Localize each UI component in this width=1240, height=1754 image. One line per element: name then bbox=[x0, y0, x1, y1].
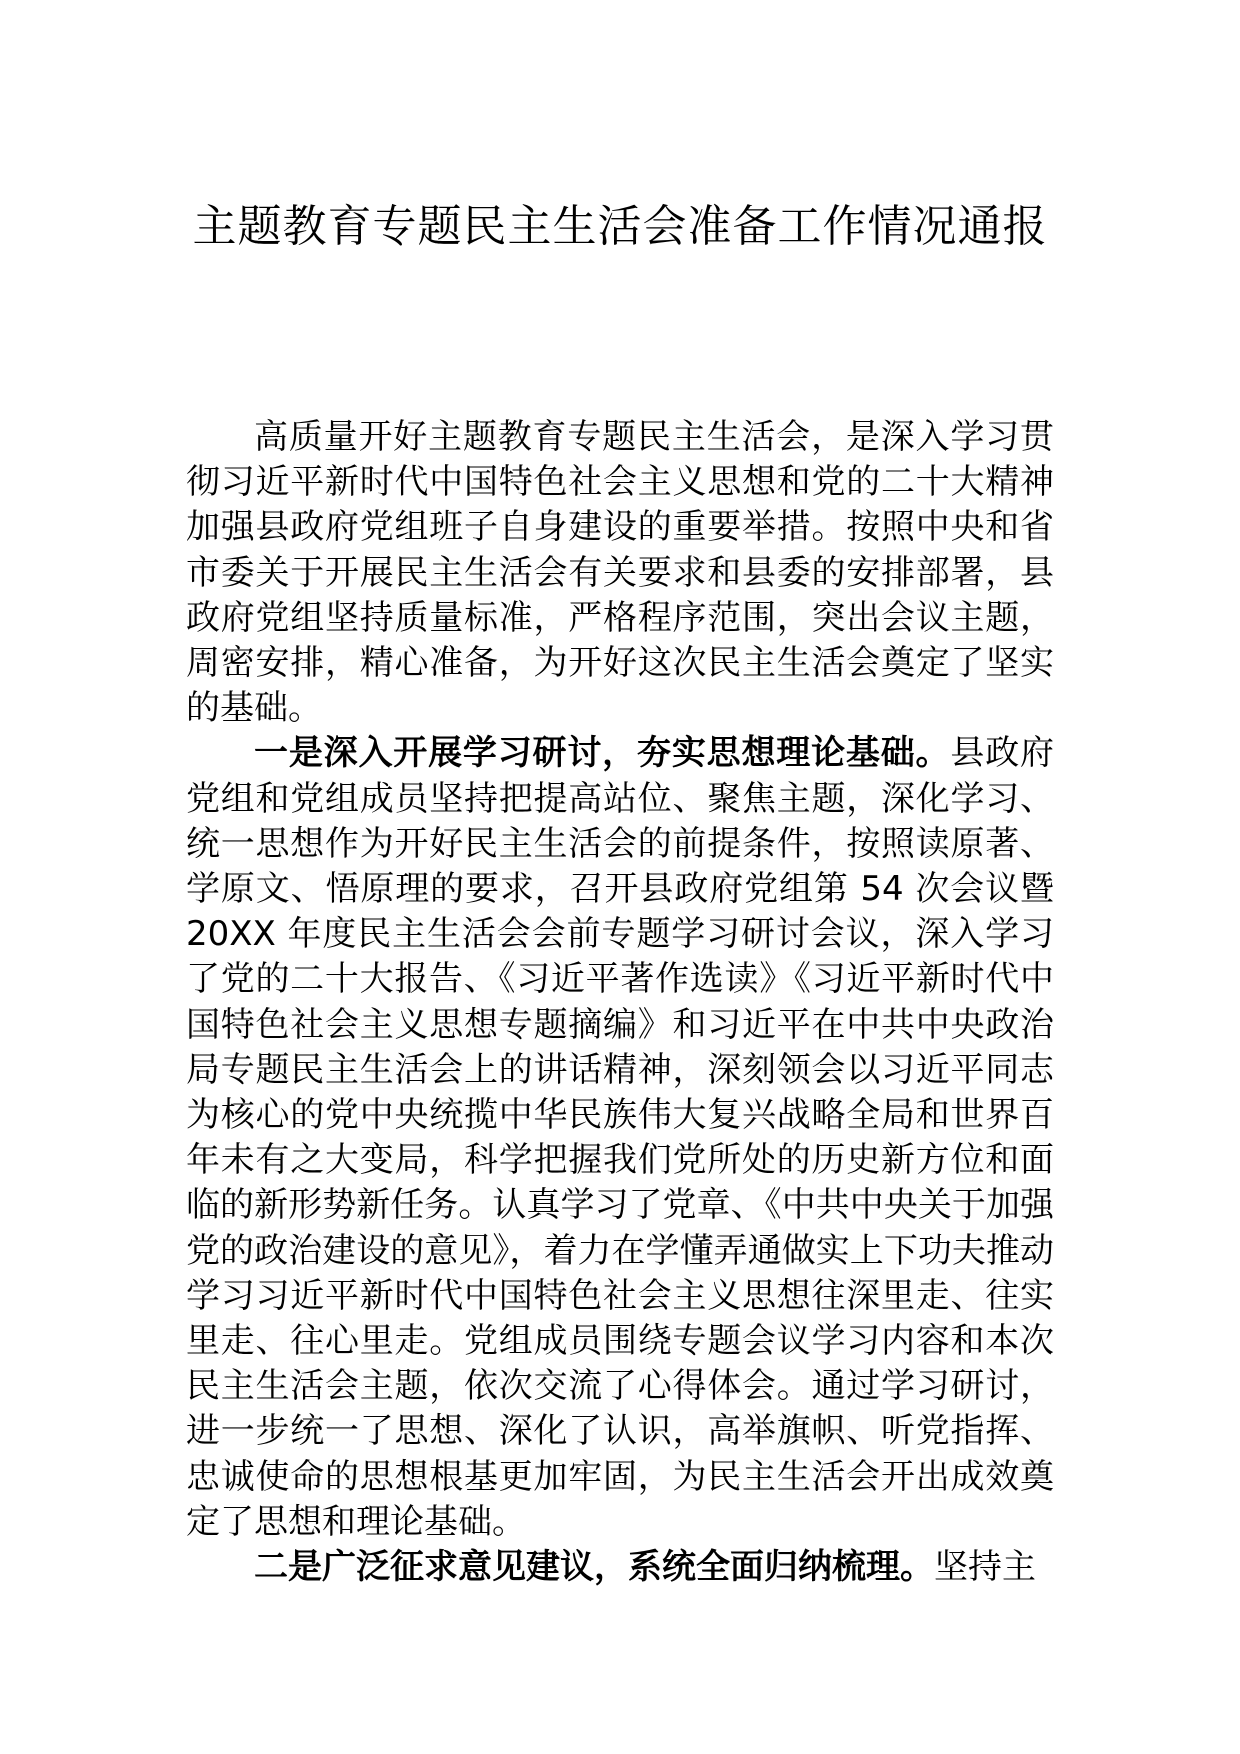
paragraph-study-discussion bbox=[186, 731, 1054, 1545]
paragraph-lead: 一是深入开展学习研讨，夯实思想理论基础。 bbox=[254, 733, 951, 774]
paragraph-text: 坚持主 bbox=[934, 1547, 1036, 1588]
paragraph-intro bbox=[186, 415, 1054, 731]
paragraph-text: 高质量开好主题教育专题民主生活会，是深入学习贯彻习近平新时代中国特色社会主义思想和党的二十大精神加强县政府党组班子自身建设的重要举措。按照中央和省市委关于开展民主生活会有关要求和县委的安排部署，县政府党组坚持质量标准，严格程序范围，突出会议主题，周密安排，精心准备，为开好这次民主生活会奠定了坚实的基础。 bbox=[186, 417, 1054, 729]
document-body bbox=[186, 415, 1054, 1590]
paragraph-solicit-opinions bbox=[186, 1545, 1054, 1590]
paragraph-lead: 二是广泛征求意见建议，系统全面归纳梳理。 bbox=[254, 1547, 934, 1588]
document-title: 主题教育专题民主生活会准备工作情况通报 bbox=[192, 201, 1048, 252]
paragraph-text: 县政府党组和党组成员坚持把提高站位、聚焦主题，深化学习、统一思想作为开好民主生活会的前提条件，按照读原著、学原文、悟原理的要求，召开县政府党组第 54 次会议暨 20XX 年度民主生活会会前专题学习研讨会议，深入学习了党的二十大报告、《习近平著作选读》《习近平新时代中国特色社会主义思想专题摘编》和习近平在中共中央政治局专题民主生活会上的讲话精神，深刻领会以习近平同志为核心的党中央统揽中华民族伟大复兴战略全局和世界百年未有之大变局，科学把握我们党所处的历史新方位和面临的新形势新任务。认真学习了党章、《中共中央关于加强党的政治建设的意见》，着力在学懂弄通做实上下功夫推动学习习近平新时代中国特色社会主义思想往深里走、往实里走、往心里走。党组成员围绕专题会议学习内容和本次民主生活会主题，依次交流了心得体会。通过学习研讨，进一步统一了思想、深化了认识，高举旗帜、听党指挥、忠诚使命的思想根基更加牢固，为民主生活会开出成效奠定了思想和理论基础。 bbox=[186, 733, 1055, 1542]
